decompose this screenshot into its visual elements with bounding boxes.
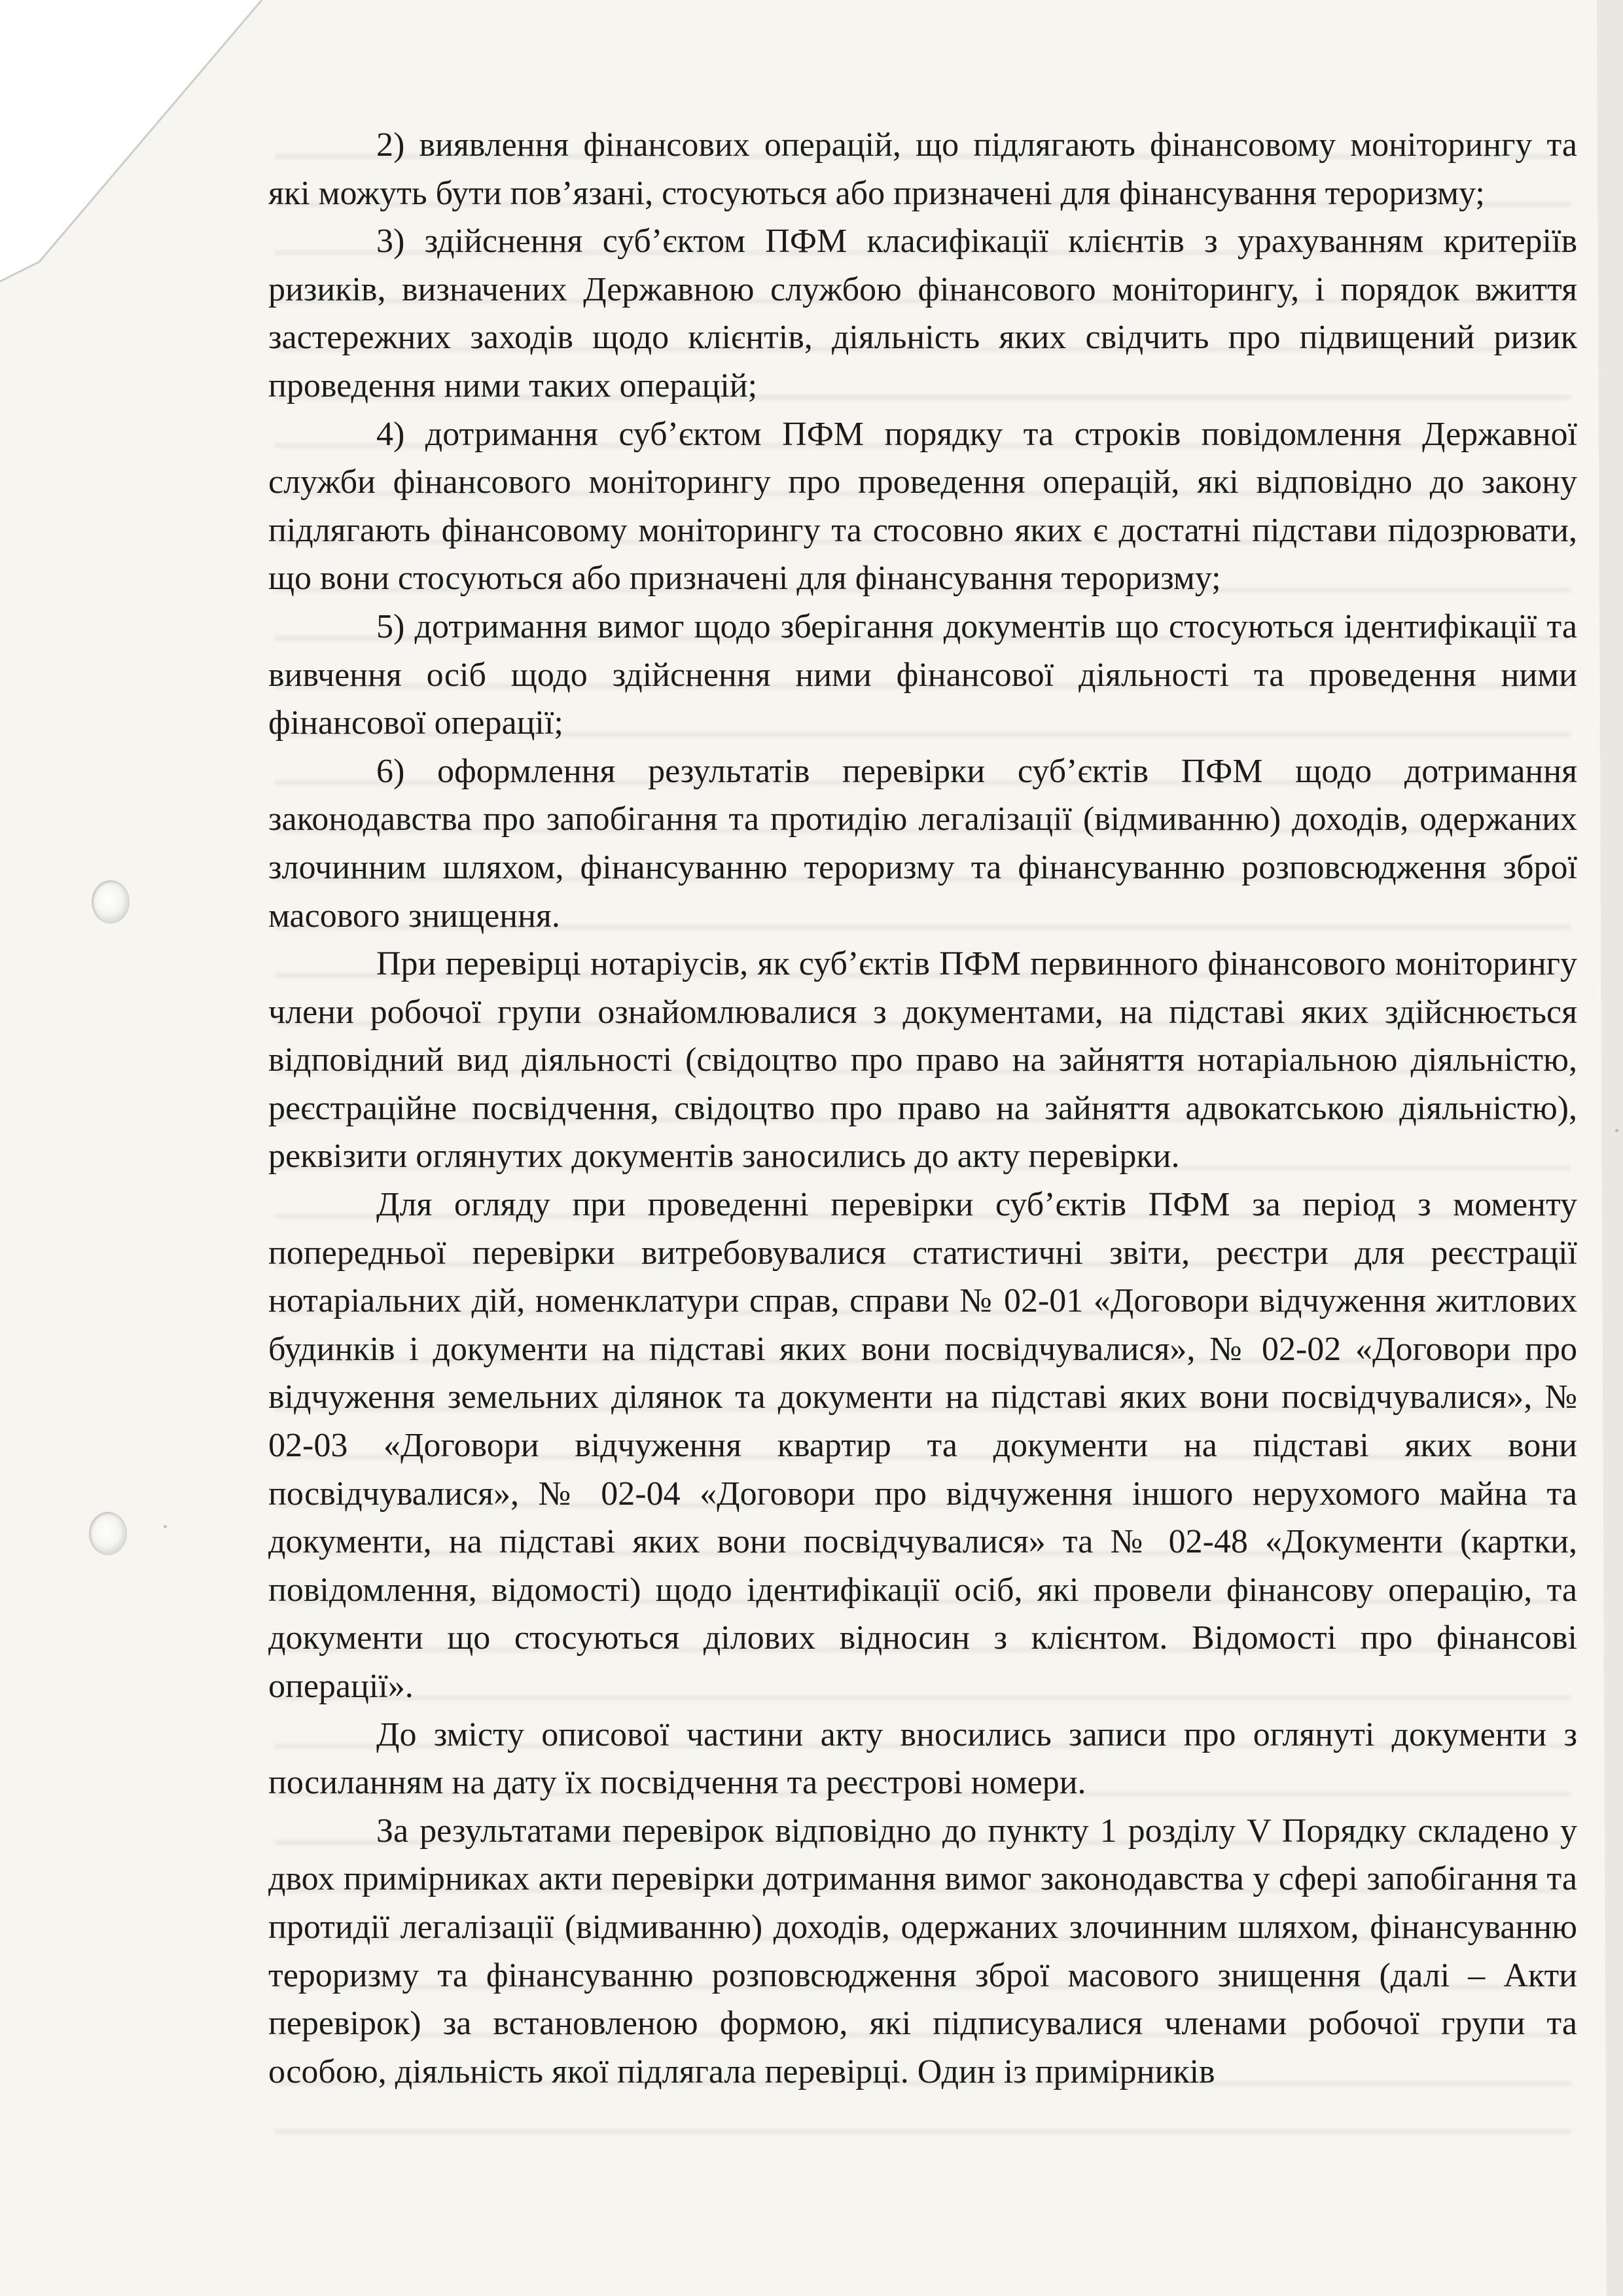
paragraph-item-2: 2) виявлення фінансових операцій, що підлягають фінансовому моніторингу та які можуть бути пов’язані, стосуються або призначені для фінансування тероризму; bbox=[268, 126, 1577, 212]
paragraph-notary-inspection: При перевірці нотаріусів, як суб’єктів ПФМ первинного фінансового моніторингу члени робочої групи ознайомлювалися з документами, на підставі яких здійснюється відповідний вид діяльності (свідоцтво про право на зайняття нотаріальною діяльністю, реєстраційне посвідчення, свідоцтво про право на зайняття адвокатською діяльністю), реквізити оглянутих документів заносились до акту перевірки. bbox=[268, 945, 1577, 1175]
paragraph-item-3: 3) здійснення суб’єктом ПФМ класифікації клієнтів з урахуванням критеріїв ризиків, визначених Державною службою фінансового моніторингу, і порядок вжиття застережних заходів щодо клієнтів, діяльність яких свідчить про підвищений ризик проведення ними таких операцій; bbox=[268, 223, 1577, 404]
punch-hole bbox=[89, 1512, 127, 1555]
paragraph-item-4: 4) дотримання суб’єктом ПФМ порядку та строків повідомлення Державної служби фінансового моніторингу про проведення операцій, які відповідно до закону підлягають фінансовому моніторингу та стосовно яких є достатні підстави підозрювати, що вони стосуються або призначені для фінансування тероризму; bbox=[268, 415, 1577, 598]
punch-hole bbox=[92, 880, 130, 924]
paragraph-inspection-results: За результатами перевірок відповідно до пункту 1 розділу V Порядку складено у двох примірниках акти перевірки дотримання вимог законодавства у сфері запобігання та протидії легалізації (відмиванню) доходів, одержаних злочинним шляхом, фінансуванню тероризму та фінансуванню розповсюдження зброї масового знищення (далі – Акти перевірок) за встановленою формою, які підписувалися членами робочої групи та особою, діяльність якої підлягала перевірці. Один із примірників bbox=[268, 1812, 1577, 2090]
scan-dust bbox=[1615, 1129, 1618, 1132]
paragraph-item-6: 6) оформлення результатів перевірки суб’єктів ПФМ щодо дотримання законодавства про запобігання та протидію легалізації (відмиванню) доходів, одержаних злочинним шляхом, фінансуванню тероризму та фінансуванню розповсюдження зброї масового знищення. bbox=[268, 752, 1577, 935]
scan-dust bbox=[164, 1525, 167, 1528]
document-body bbox=[268, 121, 1577, 2096]
paragraph-act-contents: До змісту описової частини акту вносились записи про оглянуті документи з посиланням на дату їх посвідчення та реєстрові номери. bbox=[268, 1715, 1577, 1802]
paragraph-requested-documents: Для огляду при проведенні перевірки суб’єктів ПФМ за період з моменту попередньої перевірки витребовувалися статистичні звіти, реєстри для реєстрації нотаріальних дій, номенклатури справ, справи № 02-01 «Договори відчуження житлових будинків і документи на підставі яких вони посвідчувалися», № 02-02 «Договори про відчуження земельних ділянок та документи на підставі яких вони посвідчувалися», № 02-03 «Договори відчуження квартир та документи на підставі яких вони посвідчувалися», № 02-04 «Договори про відчуження іншого нерухомого майна та документи, на підставі яких вони посвідчувалися» та № 02-48 «Документи (картки, повідомлення, відомості) щодо ідентифікації осіб, які провели фінансову операцію, та документи що стосуються ділових відносин з клієнтом. Відомості про фінансові операції». bbox=[268, 1186, 1577, 1705]
paragraph-item-5: 5) дотримання вимог щодо зберігання документів що стосуються ідентифікації та вивчення осіб щодо здійснення ними фінансової діяльності та проведення ними фінансової операції; bbox=[268, 607, 1577, 742]
